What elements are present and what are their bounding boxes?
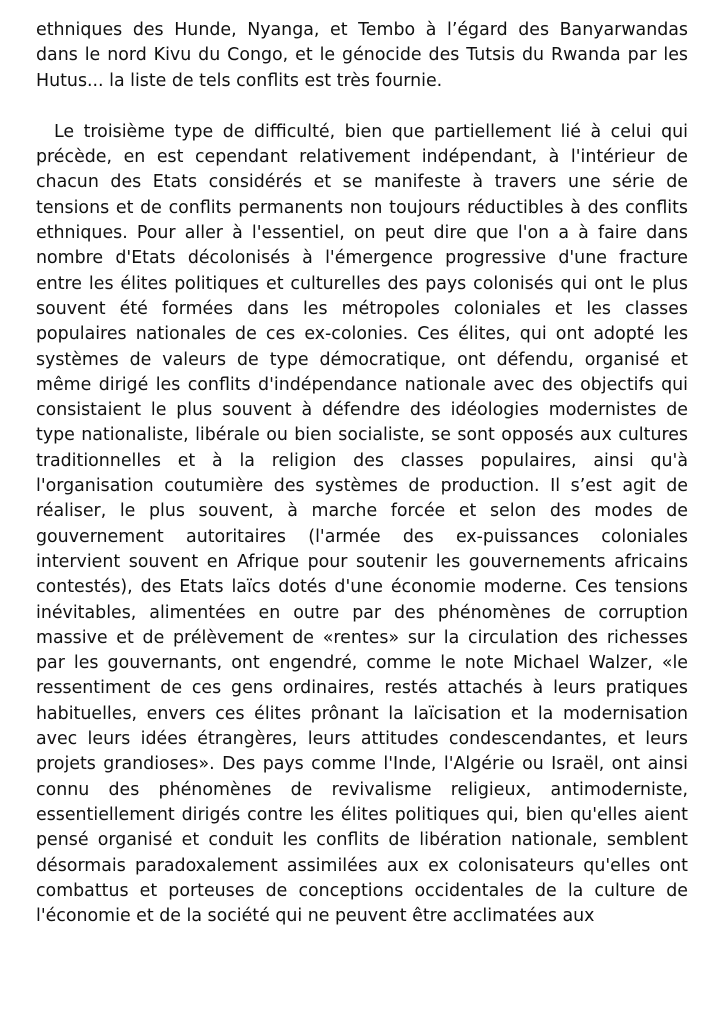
document-page (36, 18, 688, 929)
paragraph-continuation: ethniques des Hunde, Nyanga, et Tembo à l’égard des Banyarwandas dans le nord Kivu du Congo, et le génocide des Tutsis du Rwanda par les Hutus... la liste de tels conflits est très fournie. (36, 20, 688, 91)
paragraph-third-difficulty: Le troisième type de difficulté, bien que partiellement lié à celui qui précède, en est cependant relativement indépendant, à l'intérieur de chacun des Etats considérés et se manifeste à travers une série de tensions et de conflits permanents non toujours réductibles à des conflits ethniques. Pour aller à l'essentiel, on peut dire que l'on a à faire dans nombre d'Etats décolonisés à l'émergence progressive d'une fracture entre les élites politiques et culturelles des pays colonisés qui ont le plus souvent été formées dans les métropoles coloniales et les classes populaires nationales de ces ex-colonies. Ces élites, qui ont adopté les systèmes de valeurs de type démocratique, ont défendu, organisé et même dirigé les conflits d'indépendance nationale avec des objectifs qui consistaient le plus souvent à défendre des idéologies modernistes de type nationaliste, libérale ou bien socialiste, se sont opposés aux cultures traditionnelles et à la religion des classes populaires, ainsi qu'à l'organisation coutumière des systèmes de production. Il s’est agit de réaliser, le plus souvent, à marche forcée et selon des modes de gouvernement autoritaires (l'armée des ex-puissances coloniales intervient souvent en Afrique pour soutenir les gouvernements africains contestés), des Etats laïcs dotés d'une économie moderne. Ces tensions inévitables, alimentées en outre par des phénomènes de corruption massive et de prélèvement de «rentes» sur la circulation des richesses par les gouvernants, ont engendré, comme le note Michael Walzer, «le ressentiment de ces gens ordinaires, restés attachés à leurs pratiques habituelles, envers ces élites prônant la laïcisation et la modernisation avec leurs idées étrangères, leurs attitudes condescendantes, et leurs projets grandioses». Des pays comme l'Inde, l'Algérie ou Israël, ont ainsi connu des phénomènes de revivalisme religieux, antimoderniste, essentiellement dirigés contre les élites politiques qui, bien qu'elles aient pensé organisé et conduit les conflits de libération nationale, semblent désormais paradoxalement assimilées aux ex colonisateurs qu'elles ont combattus et porteuses de conceptions occidentales de la culture de l'économie et de la société qui ne peuvent être acclimatées aux (36, 121, 688, 927)
